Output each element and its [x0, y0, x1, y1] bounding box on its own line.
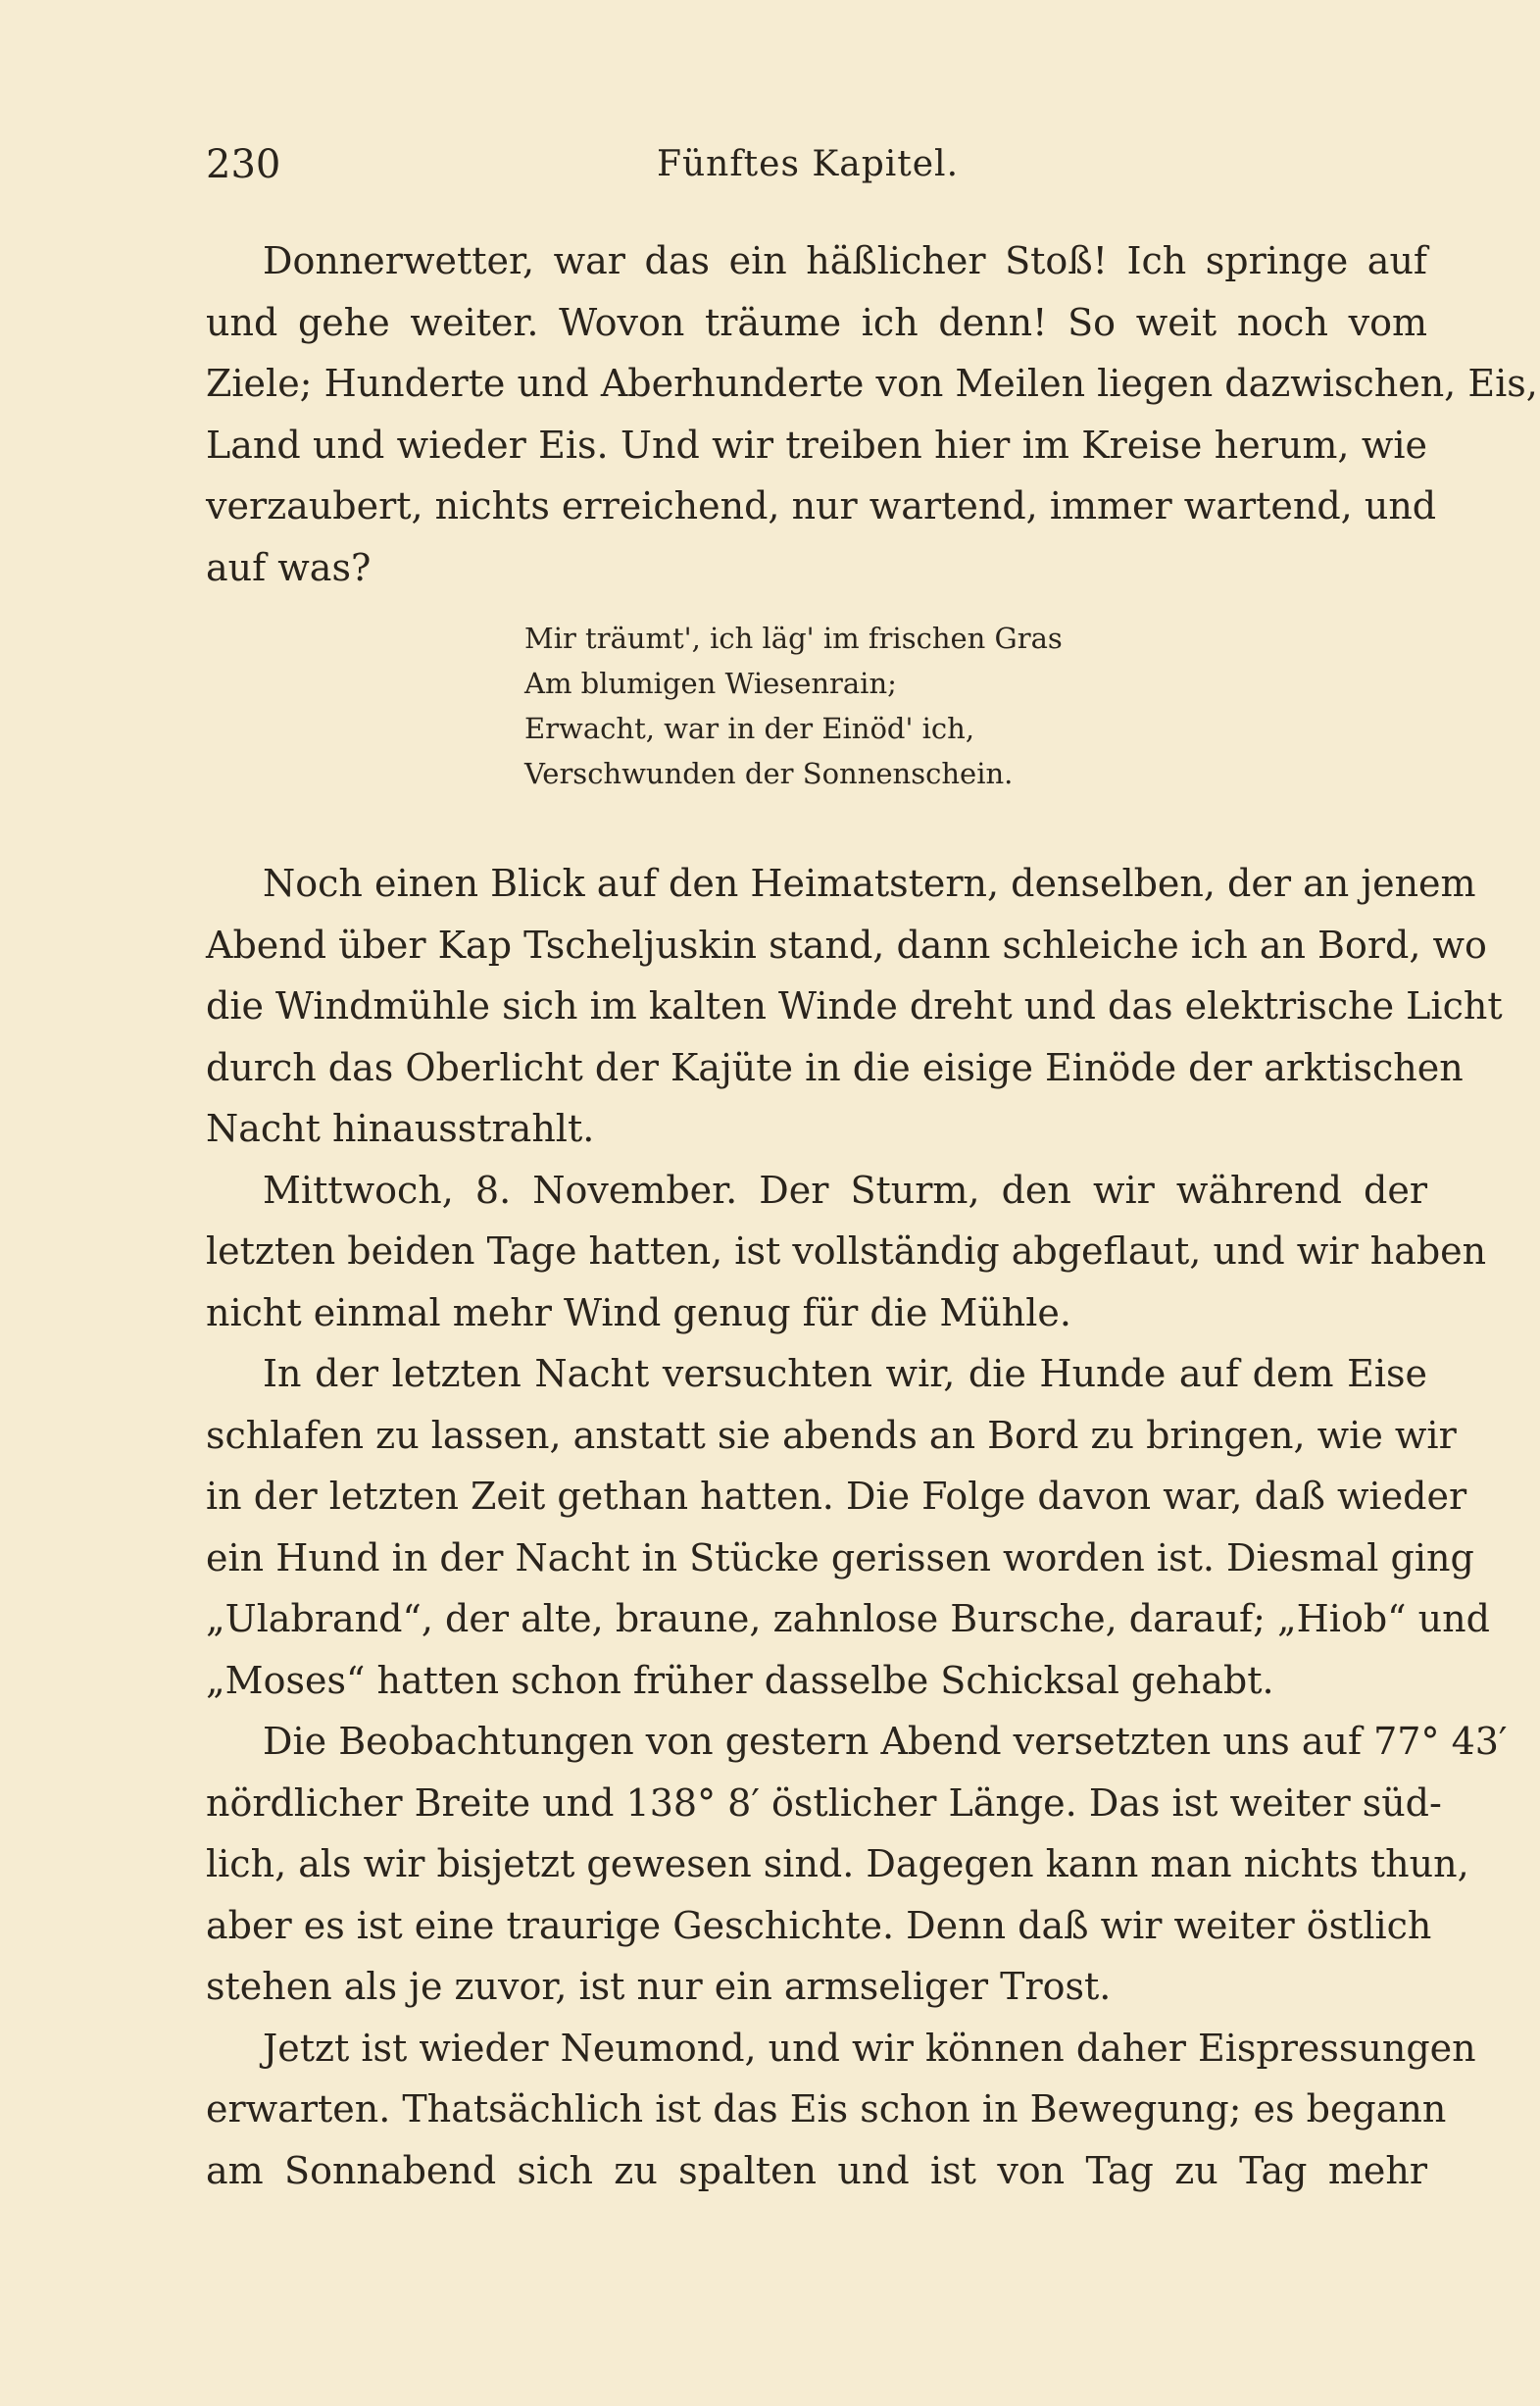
- paragraph: [206, 2018, 1476, 2202]
- page-number: 230: [206, 142, 281, 187]
- paragraph: [206, 1160, 1487, 1344]
- text-line: Noch einen Blick auf den Heimatstern, denselben, der an jenem: [263, 862, 1476, 905]
- text-line: letzten beiden Tage hatten, ist vollständig abgeflaut, und wir haben: [206, 1229, 1487, 1273]
- text-line: In der letzten Nacht versuchten wir, die Hunde auf dem Eise: [263, 1352, 1427, 1395]
- text-line: verzaubert, nichts erreichend, nur wartend, immer wartend, und: [206, 484, 1437, 527]
- text-line: „Moses“ hatten schon früher dasselbe Schicksal gehabt.: [206, 1658, 1274, 1702]
- poem-verse: Erwacht, war in der Einöd' ich,: [524, 712, 975, 745]
- text-line: aber es ist eine traurige Geschichte. Denn daß wir weiter östlich: [206, 1903, 1432, 1947]
- text-line: Donnerwetter, war das ein häßlicher Stoß! Ich springe auf: [263, 239, 1427, 282]
- text-line: Die Beobachtungen von gestern Abend versetzten uns auf 77° 43′: [263, 1720, 1508, 1763]
- poem-verse: Am blumigen Wiesenrain;: [524, 667, 897, 700]
- text-line: lich, als wir bisjetzt gewesen sind. Dagegen kann man nichts thun,: [206, 1842, 1469, 1885]
- poem-quote: [524, 616, 1427, 796]
- text-line: Nacht hinausstrahlt.: [206, 1107, 595, 1150]
- paragraph: [206, 1343, 1490, 1711]
- text-line: nördlicher Breite und 138° 8′ östlicher Länge. Das ist weiter süd-: [206, 1780, 1442, 1825]
- text-line: stehen als je zuvor, ist nur ein armseliger Trost.: [206, 1965, 1112, 2008]
- text-line: ein Hund in der Nacht in Stücke gerissen worden ist. Diesmal ging: [206, 1535, 1474, 1579]
- text-line: Ziele; Hunderte und Aberhunderte von Meilen liegen dazwischen, Eis,: [206, 362, 1538, 405]
- text-line: erwarten. Thatsächlich ist das Eis schon in Bewegung; es begann: [206, 2087, 1447, 2130]
- text-line: schlafen zu lassen, anstatt sie abends an Bord zu bringen, wie wir: [206, 1413, 1457, 1457]
- paragraph: [206, 1711, 1508, 2018]
- text-line: Abend über Kap Tscheljuskin stand, dann schleiche ich an Bord, wo: [206, 923, 1487, 967]
- page-header: [206, 135, 1333, 194]
- text-line: Land und wieder Eis. Und wir treiben hier im Kreise herum, wie: [206, 423, 1427, 467]
- paragraph: [206, 853, 1503, 1160]
- text-line: am Sonnabend sich zu spalten und ist von Tag zu Tag mehr: [206, 2148, 1427, 2192]
- text-line: durch das Oberlicht der Kajüte in die eisige Einöde der arktischen: [206, 1045, 1464, 1089]
- text-line: auf was?: [206, 545, 372, 589]
- body-text: [206, 230, 1538, 2201]
- poem-verse: Mir träumt', ich läg' im frischen Gras: [524, 622, 1063, 655]
- text-line: Jetzt ist wieder Neumond, und wir können daher Eispressungen: [263, 2026, 1476, 2070]
- text-line: in der letzten Zeit gethan hatten. Die Folge davon war, daß wieder: [206, 1475, 1467, 1518]
- running-head: Fünftes Kapitel.: [657, 144, 960, 184]
- poem-verse: Verschwunden der Sonnenschein.: [524, 757, 1014, 790]
- text-line: und gehe weiter. Wovon träume ich denn! So weit noch vom: [206, 300, 1427, 344]
- text-line: Mittwoch, 8. November. Der Sturm, den wir während der: [263, 1168, 1427, 1212]
- text-line: die Windmühle sich im kalten Winde dreht und das elektrische Licht: [206, 984, 1503, 1028]
- text-line: nicht einmal mehr Wind genug für die Mühle.: [206, 1290, 1071, 1334]
- paragraph: [206, 230, 1538, 598]
- text-line: „Ulabrand“, der alte, braune, zahnlose Bursche, darauf; „Hiob“ und: [206, 1597, 1490, 1640]
